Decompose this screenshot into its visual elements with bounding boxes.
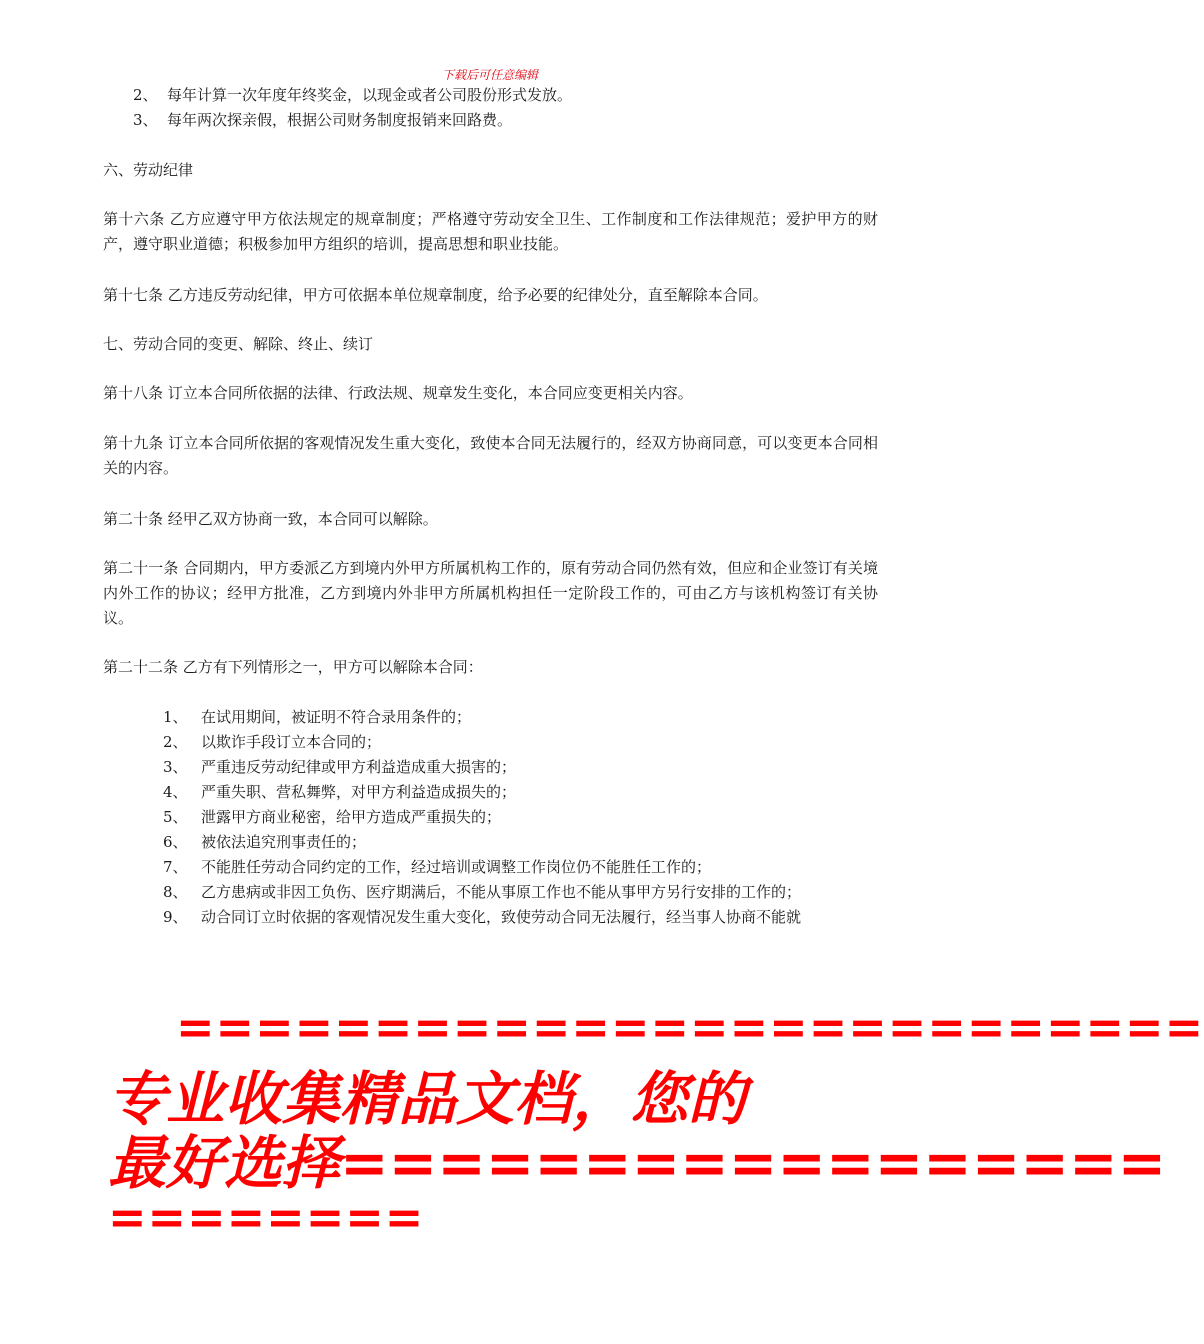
item-text: 在试用期间，被证明不符合录用条件的；	[201, 708, 472, 726]
item-number: 4、	[163, 783, 188, 801]
item-number: 8、	[163, 883, 188, 901]
item-text: 以欺诈手段订立本合同的；	[201, 733, 382, 751]
promo-dashes-bottom: ========	[108, 1190, 425, 1244]
promo-dashes-top: ==========================	[176, 1000, 1204, 1054]
article-19: 第十九条 订立本合同所依据的客观情况发生重大变化，致使本合同无法履行的，经双方协商同意，可以变更本合同相关的内容。	[103, 434, 878, 477]
list-item	[163, 730, 381, 755]
item-text: 每年计算一次年度年终奖金，以现金或者公司股份形式发放。	[167, 86, 573, 104]
item-number: 3、	[133, 111, 158, 129]
list-item	[163, 905, 801, 930]
item-number: 2、	[133, 86, 158, 104]
list-item	[163, 780, 516, 805]
header-note: 下载后可任意编辑	[441, 68, 538, 82]
list-item	[163, 880, 801, 905]
item-text: 每年两次探亲假，根据公司财务制度报销来回路费。	[167, 111, 513, 129]
item-text: 严重失职、营私舞弊，对甲方利益造成损失的；	[201, 783, 517, 801]
item-number: 2、	[163, 733, 188, 751]
list-item	[163, 755, 516, 780]
article-22: 第二十二条 乙方有下列情形之一，甲方可以解除本合同：	[103, 658, 483, 676]
item-text: 动合同订立时依据的客观情况发生重大变化，致使劳动合同无法履行，经当事人协商不能就	[201, 908, 802, 926]
promo-line-2: 最好选择=================	[108, 1129, 1167, 1197]
item-number: 7、	[163, 858, 188, 876]
article-17: 第十七条 乙方违反劳动纪律，甲方可依据本单位规章制度，给予必要的纪律处分，直至解除本合同。	[103, 286, 768, 304]
item-text: 不能胜任劳动合同约定的工作，经过培训或调整工作岗位仍不能胜任工作的；	[201, 858, 712, 876]
item-text: 被依法追究刑事责任的；	[201, 833, 367, 851]
item-number: 3、	[163, 758, 188, 776]
list-item	[163, 830, 366, 855]
article-20: 第二十条 经甲乙双方协商一致，本合同可以解除。	[103, 510, 438, 528]
list-item	[133, 108, 512, 133]
article-16: 第十六条 乙方应遵守甲方依法规定的规章制度；严格遵守劳动安全卫生、工作制度和工作法律规范；爱护甲方的财产，遵守职业道德；积极参加甲方组织的培训，提高思想和职业技能。	[103, 210, 878, 253]
promo-line-1: 专业收集精品文档，您的	[108, 1065, 747, 1133]
item-number: 1、	[163, 708, 188, 726]
list-item	[163, 855, 711, 880]
article-18: 第十八条 订立本合同所依据的法律、行政法规、规章发生变化，本合同应变更相关内容。	[103, 384, 693, 402]
list-item	[163, 705, 471, 730]
section-title: 七、劳动合同的变更、解除、终止、续订	[103, 335, 374, 353]
item-text: 严重违反劳动纪律或甲方利益造成重大损害的；	[201, 758, 517, 776]
item-number: 5、	[163, 808, 188, 826]
item-number: 6、	[163, 833, 188, 851]
list-item	[163, 805, 501, 830]
list-item	[133, 83, 572, 108]
article-21: 第二十一条 合同期内，甲方委派乙方到境内外甲方所属机构工作的，原有劳动合同仍然有效，但应和企业签订有关境内外工作的协议；经甲方批准，乙方到境内外非甲方所属机构担任一定阶段工作的，可由乙方与该机构签订有关协议。	[103, 559, 878, 627]
item-text: 乙方患病或非因工负伤、医疗期满后，不能从事原工作也不能从事甲方另行安排的工作的；	[201, 883, 802, 901]
item-text: 泄露甲方商业秘密，给甲方造成严重损失的；	[201, 808, 502, 826]
item-number: 9、	[163, 908, 188, 926]
section-title: 六、劳动纪律	[103, 161, 194, 179]
